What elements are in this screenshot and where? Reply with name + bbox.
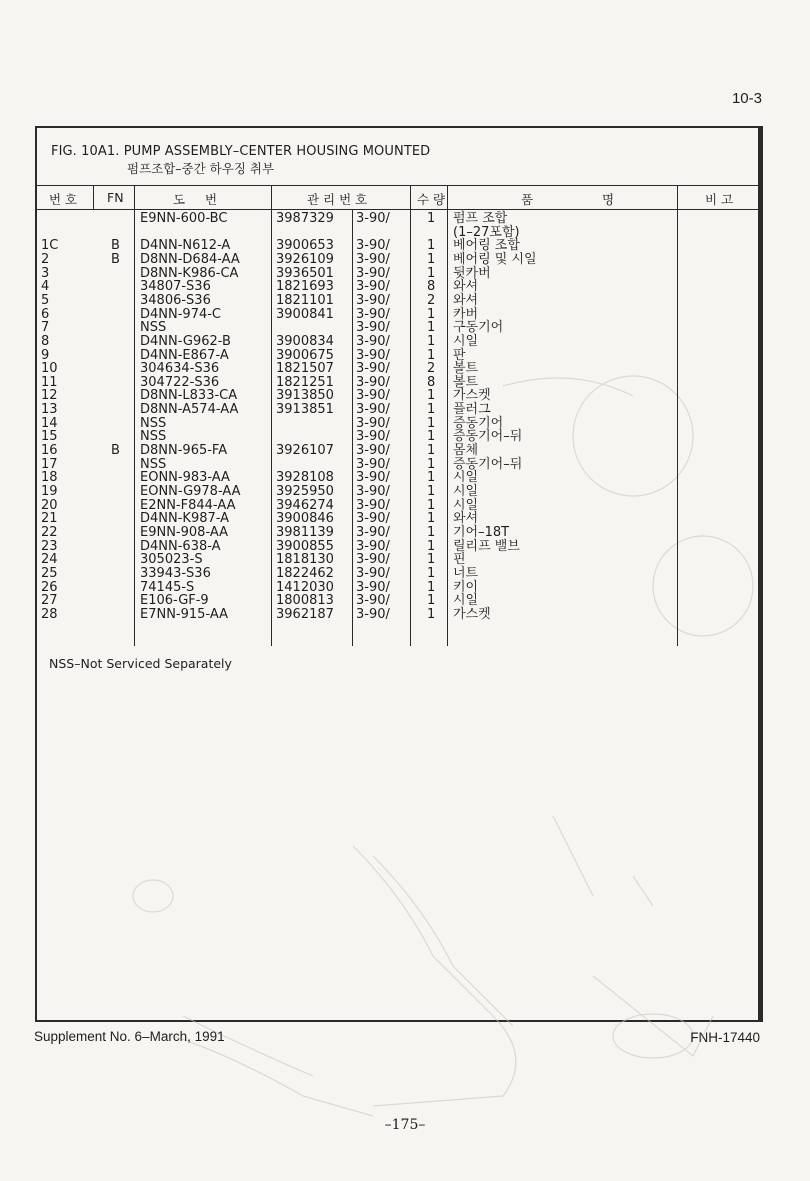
- part-name: 와셔: [453, 279, 479, 295]
- table-row: [37, 335, 761, 349]
- management-number: 3900841: [276, 306, 334, 322]
- table-row: [37, 567, 761, 581]
- revision-date: 3-90/: [356, 292, 390, 308]
- col-header-part-no: 도 번: [173, 192, 218, 207]
- part-name: 시일: [453, 497, 479, 513]
- management-number: 1821251: [276, 374, 334, 390]
- part-number-index: 19: [41, 484, 58, 499]
- table-row: [37, 253, 761, 267]
- part-drawing-number: D4NN-G962-B: [140, 333, 231, 349]
- part-name: 카버: [453, 306, 479, 322]
- part-name: 시일: [453, 470, 479, 486]
- part-drawing-number: D8NN-D684-AA: [140, 251, 240, 267]
- part-number-index: 9: [41, 347, 50, 363]
- col-header-remark: 비 고: [705, 192, 734, 207]
- management-number: 3946274: [276, 497, 334, 513]
- revision-date: 3-90/: [356, 593, 390, 609]
- quantity: 1: [427, 606, 436, 622]
- part-name: 베어링 조합: [453, 238, 520, 254]
- management-number: 3900846: [276, 511, 334, 527]
- part-number-index: 11: [41, 374, 58, 390]
- col-header-no: 번 호: [49, 192, 78, 207]
- quantity: 8: [427, 279, 436, 295]
- revision-date: 3-90/: [356, 374, 390, 390]
- quantity: 1: [427, 443, 436, 459]
- quantity: 1: [427, 470, 436, 486]
- part-drawing-number: D4NN-638-A: [140, 538, 221, 554]
- part-name: 증동기어–뒤: [453, 429, 523, 445]
- part-drawing-number: 34806-S36: [140, 292, 211, 308]
- fn-code: B: [111, 443, 120, 459]
- management-number: 1821693: [276, 279, 334, 295]
- quantity: 1: [427, 552, 436, 568]
- management-number: 1822462: [276, 565, 334, 581]
- part-name: 볼트: [453, 361, 479, 377]
- table-row: [37, 485, 761, 499]
- part-name: 너트: [453, 565, 479, 581]
- revision-date: 3-90/: [356, 333, 390, 349]
- table-row: [37, 294, 761, 308]
- revision-date: 3-90/: [356, 524, 390, 540]
- part-number-index: 5: [41, 292, 50, 308]
- revision-date: 3-90/: [356, 279, 390, 295]
- quantity: 8: [427, 374, 436, 390]
- part-drawing-number: 305023-S: [140, 552, 203, 568]
- part-name: 볼트: [453, 374, 479, 390]
- part-number-index: 24: [41, 552, 58, 568]
- part-number-index: 23: [41, 538, 58, 554]
- quantity: 1: [427, 565, 436, 581]
- part-drawing-number: NSS: [140, 415, 167, 431]
- part-drawing-number: D4NN-E867-A: [140, 347, 229, 363]
- col-header-fn: FN: [107, 190, 124, 205]
- part-name: 키이: [453, 579, 479, 595]
- part-number-index: 12: [41, 388, 58, 404]
- part-name: 베어링 및 시일: [453, 251, 537, 267]
- table-row: [37, 444, 761, 458]
- revision-date: 3-90/: [356, 456, 390, 472]
- part-number-index: 7: [41, 320, 50, 336]
- quantity: 1: [427, 429, 436, 445]
- part-name: 시일: [453, 333, 479, 349]
- revision-date: 3-90/: [356, 538, 390, 554]
- management-number: 3962187: [276, 606, 334, 622]
- part-name: 증동기어–뒤: [453, 456, 523, 472]
- management-number: 3900855: [276, 538, 334, 554]
- page-number-top: 10-3: [731, 90, 762, 107]
- management-number: 1412030: [276, 579, 334, 595]
- part-drawing-number: D8NN-K986-CA: [140, 265, 239, 281]
- col-header-name-b: 명: [602, 192, 615, 207]
- part-number-index: 28: [41, 606, 58, 622]
- management-number: 3987329: [276, 211, 334, 226]
- part-drawing-number: E106-GF-9: [140, 593, 209, 609]
- management-number: 3926107: [276, 443, 334, 459]
- revision-date: 3-90/: [356, 347, 390, 363]
- part-number-index: 3: [41, 265, 50, 281]
- parts-list-frame: [35, 126, 763, 1022]
- col-header-qty: 수 량: [417, 192, 446, 207]
- part-drawing-number: EONN-G978-AA: [140, 484, 241, 499]
- revision-date: 3-90/: [356, 388, 390, 404]
- part-number-index: 8: [41, 333, 50, 349]
- management-number: 3925950: [276, 484, 334, 499]
- management-number: 3900675: [276, 347, 334, 363]
- part-drawing-number: NSS: [140, 320, 167, 336]
- quantity: 1: [427, 306, 436, 322]
- management-number: 3913850: [276, 388, 334, 404]
- part-name: 시일: [453, 593, 479, 609]
- column-header-row: [37, 186, 761, 210]
- revision-date: 3-90/: [356, 579, 390, 595]
- revision-date: 3-90/: [356, 238, 390, 254]
- part-number-index: 6: [41, 306, 50, 322]
- quantity: 1: [427, 333, 436, 349]
- revision-date: 3-90/: [356, 511, 390, 527]
- revision-date: 3-90/: [356, 443, 390, 459]
- part-number-index: 15: [41, 429, 58, 445]
- management-number: 3936501: [276, 265, 334, 281]
- part-name: 펌프 조합: [453, 211, 508, 226]
- part-name: 시일: [453, 484, 479, 499]
- part-name: 가스켓: [453, 388, 491, 404]
- quantity: 1: [427, 456, 436, 472]
- part-drawing-number: EONN-983-AA: [140, 470, 230, 486]
- part-drawing-number: E2NN-F844-AA: [140, 497, 236, 513]
- table-row: [37, 212, 761, 226]
- part-number-index: 25: [41, 565, 58, 581]
- part-number-index: 16: [41, 443, 58, 459]
- nss-note: NSS–Not Serviced Separately: [49, 656, 232, 671]
- management-number: 3928108: [276, 470, 334, 486]
- quantity: 1: [427, 402, 436, 418]
- quantity: 1: [427, 415, 436, 431]
- quantity: 1: [427, 511, 436, 527]
- part-name: 와셔: [453, 511, 479, 527]
- management-number: 3900834: [276, 333, 334, 349]
- quantity: 2: [427, 361, 436, 377]
- table-row: [37, 403, 761, 417]
- part-number-index: 26: [41, 579, 58, 595]
- part-name: 몸체: [453, 443, 479, 459]
- quantity: 1: [427, 347, 436, 363]
- part-number-index: 27: [41, 593, 58, 609]
- revision-date: 3-90/: [356, 470, 390, 486]
- part-name: (1–27포함): [453, 224, 520, 240]
- part-drawing-number: E9NN-908-AA: [140, 524, 228, 540]
- figure-header: [37, 128, 761, 186]
- part-name: 가스켓: [453, 606, 491, 622]
- part-number-index: 18: [41, 470, 58, 486]
- part-name: 기어–18T: [453, 524, 510, 540]
- revision-date: 3-90/: [356, 606, 390, 622]
- part-drawing-number: D8NN-L833-CA: [140, 388, 238, 404]
- quantity: 2: [427, 292, 436, 308]
- quantity: 1: [427, 579, 436, 595]
- quantity: 1: [427, 211, 436, 226]
- management-number: 1821101: [276, 292, 334, 308]
- revision-date: 3-90/: [356, 429, 390, 445]
- part-number-index: 4: [41, 279, 50, 295]
- part-name: 구동기어: [453, 320, 504, 336]
- revision-date: 3-90/: [356, 565, 390, 581]
- part-number-index: 10: [41, 361, 58, 377]
- supplement-label: Supplement No. 6–March, 1991: [34, 1029, 225, 1044]
- part-name: 뒷카버: [453, 265, 491, 281]
- part-number-index: 21: [41, 511, 58, 527]
- revision-date: 3-90/: [356, 415, 390, 431]
- part-drawing-number: 304722-S36: [140, 374, 220, 390]
- part-drawing-number: D4NN-N612-A: [140, 238, 231, 254]
- part-drawing-number: 34807-S36: [140, 279, 211, 295]
- part-name: 릴리프 밸브: [453, 538, 520, 554]
- col-divider: [93, 186, 94, 210]
- revision-date: 3-90/: [356, 265, 390, 281]
- part-name: 판: [453, 347, 466, 363]
- revision-date: 3-90/: [356, 306, 390, 322]
- management-number: 1818130: [276, 552, 334, 568]
- revision-date: 3-90/: [356, 497, 390, 513]
- figure-subtitle: 펌프조합–중간 하우징 취부: [127, 161, 275, 176]
- part-number-index: 17: [41, 456, 58, 472]
- quantity: 1: [427, 593, 436, 609]
- part-name: 핀: [453, 552, 466, 568]
- figure-title: FIG. 10A1. PUMP ASSEMBLY–CENTER HOUSING MOUNTED: [51, 144, 431, 159]
- part-name: 플러그: [453, 402, 491, 418]
- part-number-index: 2: [41, 251, 50, 267]
- revision-date: 3-90/: [356, 552, 390, 568]
- part-drawing-number: D4NN-K987-A: [140, 511, 230, 527]
- part-drawing-number: D8NN-965-FA: [140, 443, 228, 459]
- fn-code: B: [111, 251, 120, 267]
- quantity: 1: [427, 497, 436, 513]
- revision-date: 3-90/: [356, 320, 390, 336]
- quantity: 1: [427, 320, 436, 336]
- document-code: FNH-17440: [690, 1030, 760, 1045]
- quantity: 1: [427, 538, 436, 554]
- management-number: 1821507: [276, 361, 334, 377]
- revision-date: 3-90/: [356, 361, 390, 377]
- revision-date: 3-90/: [356, 402, 390, 418]
- management-number: 3900653: [276, 238, 334, 254]
- management-number: 1800813: [276, 593, 334, 609]
- management-number: 3981139: [276, 524, 334, 540]
- revision-date: 3-90/: [356, 251, 390, 267]
- part-drawing-number: E9NN-600-BC: [140, 211, 228, 226]
- part-number-index: 1C: [41, 238, 59, 254]
- management-number: 3926109: [276, 251, 334, 267]
- col-header-name-a: 품: [521, 192, 534, 207]
- quantity: 1: [427, 238, 436, 254]
- part-number-index: 14: [41, 415, 58, 431]
- part-name: 증동기어: [453, 415, 504, 431]
- quantity: 1: [427, 265, 436, 281]
- part-number-index: 20: [41, 497, 58, 513]
- table-row: [37, 608, 761, 622]
- part-name: 와셔: [453, 292, 479, 308]
- part-drawing-number: 304634-S36: [140, 361, 220, 377]
- part-drawing-number: NSS: [140, 429, 167, 445]
- fn-code: B: [111, 238, 120, 254]
- part-drawing-number: 33943-S36: [140, 565, 211, 581]
- part-drawing-number: D8NN-A574-AA: [140, 402, 239, 418]
- quantity: 1: [427, 484, 436, 499]
- part-drawing-number: E7NN-915-AA: [140, 606, 228, 622]
- part-number-index: 13: [41, 402, 58, 418]
- table-row: [37, 526, 761, 540]
- quantity: 1: [427, 388, 436, 404]
- revision-date: 3-90/: [356, 211, 390, 226]
- quantity: 1: [427, 524, 436, 540]
- part-number-index: 22: [41, 524, 58, 540]
- quantity: 1: [427, 251, 436, 267]
- part-drawing-number: NSS: [140, 456, 167, 472]
- col-header-mgmt-no: 관 리 번 호: [307, 192, 368, 207]
- part-drawing-number: 74145-S: [140, 579, 195, 595]
- part-drawing-number: D4NN-974-C: [140, 306, 222, 322]
- page-number-footer: –175–: [384, 1117, 426, 1133]
- management-number: 3913851: [276, 402, 334, 418]
- revision-date: 3-90/: [356, 484, 390, 499]
